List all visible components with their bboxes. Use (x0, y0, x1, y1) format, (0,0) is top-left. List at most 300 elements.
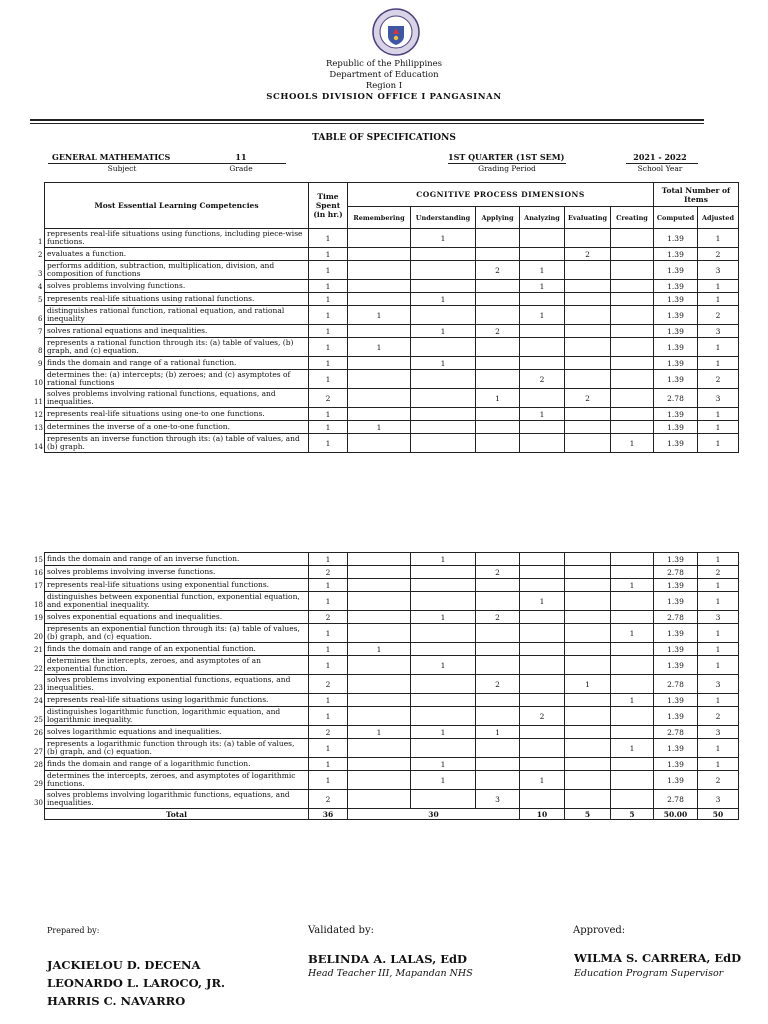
cell-understanding (411, 566, 476, 579)
cell-competency: represents real-life situations using one-to one functions. (45, 408, 309, 421)
cell-evaluating (565, 421, 611, 434)
cell-computed: 1.39 (654, 280, 698, 293)
cell-time: 1 (309, 553, 348, 566)
cell-understanding: 1 (411, 553, 476, 566)
cell-remembering (348, 389, 411, 408)
cell-computed: 1.39 (654, 707, 698, 726)
table-row (45, 592, 739, 611)
table-row (45, 408, 739, 421)
cell-evaluating (565, 624, 611, 643)
cell-understanding: 1 (411, 229, 476, 248)
cell-competency: finds the domain and range of an inverse function. (45, 553, 309, 566)
cell-understanding (411, 306, 476, 325)
table-row (45, 325, 739, 338)
cell-competency: solves rational equations and inequalities. (45, 325, 309, 338)
cell-creating: 1 (611, 739, 654, 758)
cell-competency: distinguishes rational function, rational equation, and rational inequality (45, 306, 309, 325)
validated-title: Head Teacher III, Mapandan NHS (308, 968, 473, 979)
row-number: 21 (34, 645, 43, 654)
table-row (45, 694, 739, 707)
cell-competency: finds the domain and range of a logarithmic function. (45, 758, 309, 771)
cell-computed: 1.39 (654, 643, 698, 656)
cell-creating (611, 771, 654, 790)
cell-adjusted: 3 (698, 325, 739, 338)
cell-computed: 1.39 (654, 370, 698, 389)
cell-adjusted: 2 (698, 306, 739, 325)
cell-competency: determines the inverse of a one-to-one function. (45, 421, 309, 434)
row-number: 23 (34, 683, 43, 692)
row-number: 30 (34, 798, 43, 807)
cell-adjusted: 1 (698, 357, 739, 370)
subject-label: Subject (107, 164, 137, 173)
cell-evaluating (565, 306, 611, 325)
cell-adjusted: 3 (698, 675, 739, 694)
tos-table-part2 (44, 552, 739, 820)
cell-adjusted: 2 (698, 771, 739, 790)
cell-time: 1 (309, 656, 348, 675)
cell-creating: 1 (611, 579, 654, 592)
row-number: 9 (38, 359, 43, 368)
header-cognitive-dimensions: COGNITIVE PROCESS DIMENSIONS (348, 183, 654, 207)
cell-understanding (411, 389, 476, 408)
cell-remembering: 1 (348, 726, 411, 739)
row-number: 2 (38, 250, 43, 259)
header-total-items: Total Number of Items (654, 183, 739, 207)
cell-competency: distinguishes logarithmic function, logarithmic equation, and logarithmic inequality. (45, 707, 309, 726)
cell-analyzing (520, 739, 565, 758)
row-number: 20 (34, 632, 43, 641)
table-row (45, 624, 739, 643)
header-adjusted: Adjusted (698, 207, 739, 229)
cell-computed: 1.39 (654, 771, 698, 790)
row-number: 16 (34, 568, 43, 577)
cell-time: 1 (309, 434, 348, 453)
header-creating: Creating (611, 207, 654, 229)
cell-creating (611, 261, 654, 280)
cell-understanding (411, 643, 476, 656)
cell-computed: 1.39 (654, 293, 698, 306)
cell-applying (476, 592, 520, 611)
cell-time: 1 (309, 758, 348, 771)
cell-analyzing (520, 293, 565, 306)
cell-creating (611, 370, 654, 389)
cell-competency: determines the intercepts, zeroes, and asymptotes of logarithmic functions. (45, 771, 309, 790)
cell-time: 1 (309, 261, 348, 280)
row-number: 19 (34, 613, 43, 622)
header-applying: Applying (476, 207, 520, 229)
cell-time: 1 (309, 229, 348, 248)
cell-applying (476, 280, 520, 293)
subject-value: GENERAL MATHEMATICS (52, 152, 171, 162)
cell-remembering (348, 771, 411, 790)
prepared-by-label: Prepared by: (47, 926, 100, 935)
row-number: 7 (38, 327, 43, 336)
cell-applying: 1 (476, 389, 520, 408)
cell-competency: determines the intercepts, zeroes, and asymptotes of an exponential function. (45, 656, 309, 675)
cell-creating (611, 306, 654, 325)
cell-adjusted: 1 (698, 293, 739, 306)
cell-adjusted: 1 (698, 694, 739, 707)
cell-time: 1 (309, 592, 348, 611)
cell-applying: 2 (476, 566, 520, 579)
cell-competency: represents a logarithmic function through its: (a) table of values, (b) graph, and (c) equation. (45, 739, 309, 758)
total-creating: 5 (611, 809, 654, 820)
cell-adjusted: 1 (698, 739, 739, 758)
total-adjusted: 50 (698, 809, 739, 820)
cell-time: 2 (309, 566, 348, 579)
cell-adjusted: 3 (698, 261, 739, 280)
cell-evaluating (565, 553, 611, 566)
cell-evaluating (565, 707, 611, 726)
cell-competency: solves problems involving functions. (45, 280, 309, 293)
cell-applying (476, 306, 520, 325)
row-number: 1 (38, 237, 43, 246)
cell-competency: represents real-life situations using logarithmic functions. (45, 694, 309, 707)
total-time: 36 (309, 809, 348, 820)
year-label: School Year (637, 164, 683, 173)
header-division: SCHOOLS DIVISION OFFICE I PANGASINAN (266, 92, 502, 102)
cell-evaluating (565, 434, 611, 453)
cell-time: 1 (309, 408, 348, 421)
cell-time: 2 (309, 389, 348, 408)
cell-remembering (348, 229, 411, 248)
cell-applying: 2 (476, 325, 520, 338)
cell-analyzing: 1 (520, 280, 565, 293)
cell-analyzing (520, 325, 565, 338)
cell-applying (476, 338, 520, 357)
cell-applying (476, 370, 520, 389)
row-number: 22 (34, 664, 43, 673)
cell-time: 1 (309, 306, 348, 325)
table-row (45, 421, 739, 434)
cell-analyzing (520, 790, 565, 809)
cell-applying (476, 408, 520, 421)
cell-creating (611, 592, 654, 611)
cell-understanding (411, 408, 476, 421)
cell-applying (476, 643, 520, 656)
cell-understanding: 1 (411, 357, 476, 370)
cell-understanding (411, 579, 476, 592)
table-row (45, 357, 739, 370)
cell-competency: represents real-life situations using functions, including piece-wise functions. (45, 229, 309, 248)
header-computed: Computed (654, 207, 698, 229)
cell-evaluating (565, 643, 611, 656)
cell-evaluating (565, 280, 611, 293)
cell-remembering (348, 611, 411, 624)
cell-competency: distinguishes between exponential function, exponential equation, and exponential inequality. (45, 592, 309, 611)
cell-understanding (411, 338, 476, 357)
cell-adjusted: 1 (698, 579, 739, 592)
cell-understanding (411, 790, 476, 809)
cell-computed: 1.39 (654, 694, 698, 707)
table-row (45, 726, 739, 739)
cell-applying (476, 624, 520, 643)
row-number: 24 (34, 696, 43, 705)
cell-remembering (348, 553, 411, 566)
cell-remembering (348, 579, 411, 592)
cell-computed: 1.39 (654, 656, 698, 675)
cell-remembering: 1 (348, 421, 411, 434)
cell-time: 1 (309, 624, 348, 643)
cell-applying (476, 739, 520, 758)
total-computed: 50.00 (654, 809, 698, 820)
table-row (45, 261, 739, 280)
header-region: Region I (365, 81, 403, 91)
row-number: 28 (34, 760, 43, 769)
cell-computed: 2.78 (654, 611, 698, 624)
deped-seal-logo (372, 8, 420, 56)
table-row (45, 553, 739, 566)
cell-evaluating (565, 771, 611, 790)
row-number: 15 (34, 555, 43, 564)
header-rule-top (30, 119, 704, 121)
cell-competency: solves problems involving logarithmic functions, equations, and inequalities. (45, 790, 309, 809)
cell-applying (476, 553, 520, 566)
cell-computed: 1.39 (654, 325, 698, 338)
cell-time: 1 (309, 280, 348, 293)
cell-adjusted: 3 (698, 790, 739, 809)
cell-remembering (348, 293, 411, 306)
table-row (45, 389, 739, 408)
table-row (45, 370, 739, 389)
row-number: 29 (34, 779, 43, 788)
cell-understanding: 1 (411, 758, 476, 771)
cell-remembering (348, 357, 411, 370)
cell-remembering (348, 707, 411, 726)
cell-computed: 1.39 (654, 306, 698, 325)
cell-understanding (411, 370, 476, 389)
total-label: Total (45, 809, 309, 820)
cell-applying (476, 434, 520, 453)
cell-creating (611, 357, 654, 370)
row-number: 12 (34, 410, 43, 419)
cell-analyzing: 2 (520, 370, 565, 389)
cell-computed: 1.39 (654, 229, 698, 248)
table-row (45, 611, 739, 624)
prepared-name-1: JACKIELOU D. DECENA (47, 958, 201, 972)
cell-computed: 2.78 (654, 389, 698, 408)
table-row (45, 566, 739, 579)
cell-understanding (411, 592, 476, 611)
header-time-spent: Time Spent (in hr.) (309, 183, 348, 229)
cell-adjusted: 2 (698, 566, 739, 579)
cell-applying (476, 357, 520, 370)
cell-adjusted: 1 (698, 280, 739, 293)
cell-evaluating (565, 229, 611, 248)
cell-remembering (348, 694, 411, 707)
cell-creating (611, 707, 654, 726)
doc-title: TABLE OF SPECIFICATIONS (312, 133, 456, 143)
row-number: 27 (34, 747, 43, 756)
cell-adjusted: 1 (698, 624, 739, 643)
cell-understanding (411, 739, 476, 758)
cell-competency: represents real-life situations using rational functions. (45, 293, 309, 306)
period-value: 1ST QUARTER (1ST SEM) (448, 152, 565, 162)
row-number: 13 (34, 423, 43, 432)
cell-competency: solves problems involving exponential functions, equations, and inequalities. (45, 675, 309, 694)
table-row (45, 758, 739, 771)
total-analyzing: 10 (520, 809, 565, 820)
cell-creating (611, 566, 654, 579)
cell-competency: solves problems involving rational functions, equations, and inequalities. (45, 389, 309, 408)
cell-creating (611, 675, 654, 694)
table-row (45, 675, 739, 694)
cell-computed: 1.39 (654, 421, 698, 434)
cell-remembering (348, 370, 411, 389)
cell-computed: 1.39 (654, 408, 698, 421)
cell-understanding (411, 434, 476, 453)
cell-time: 1 (309, 248, 348, 261)
cell-evaluating: 2 (565, 389, 611, 408)
cell-adjusted: 1 (698, 758, 739, 771)
cell-remembering (348, 790, 411, 809)
cell-time: 2 (309, 790, 348, 809)
table-row (45, 280, 739, 293)
cell-creating (611, 325, 654, 338)
cell-applying (476, 421, 520, 434)
cell-evaluating: 1 (565, 675, 611, 694)
cell-competency: finds the domain and range of a rational function. (45, 357, 309, 370)
cell-analyzing: 1 (520, 261, 565, 280)
cell-analyzing: 1 (520, 771, 565, 790)
cell-remembering: 1 (348, 643, 411, 656)
cell-evaluating (565, 611, 611, 624)
cell-understanding (411, 624, 476, 643)
cell-creating (611, 726, 654, 739)
cell-applying (476, 248, 520, 261)
cell-creating: 1 (611, 434, 654, 453)
row-number: 17 (34, 581, 43, 590)
cell-applying (476, 579, 520, 592)
grade-label: Grade (229, 164, 253, 173)
cell-remembering (348, 592, 411, 611)
cell-analyzing (520, 566, 565, 579)
cell-computed: 2.78 (654, 790, 698, 809)
cell-analyzing (520, 643, 565, 656)
cell-applying: 1 (476, 726, 520, 739)
cell-creating (611, 611, 654, 624)
row-number: 4 (38, 282, 43, 291)
header-analyzing: Analyzing (520, 207, 565, 229)
cell-understanding: 1 (411, 656, 476, 675)
cell-analyzing (520, 389, 565, 408)
cell-understanding (411, 421, 476, 434)
cell-understanding (411, 675, 476, 694)
cell-computed: 2.78 (654, 675, 698, 694)
cell-computed: 1.39 (654, 434, 698, 453)
cell-remembering (348, 261, 411, 280)
table-row (45, 338, 739, 357)
header-understanding: Understanding (411, 207, 476, 229)
cell-remembering (348, 758, 411, 771)
cell-analyzing (520, 434, 565, 453)
cell-adjusted: 2 (698, 370, 739, 389)
cell-applying (476, 229, 520, 248)
cell-remembering (348, 248, 411, 261)
cell-understanding (411, 707, 476, 726)
cell-competency: solves exponential equations and inequalities. (45, 611, 309, 624)
cell-evaluating (565, 408, 611, 421)
cell-understanding (411, 261, 476, 280)
table-row (45, 643, 739, 656)
cell-adjusted: 1 (698, 338, 739, 357)
cell-understanding: 1 (411, 293, 476, 306)
row-number: 25 (34, 715, 43, 724)
cell-adjusted: 3 (698, 611, 739, 624)
cell-evaluating (565, 325, 611, 338)
table-row (45, 656, 739, 675)
cell-competency: represents a rational function through its: (a) table of values, (b) graph, and (c) equation. (45, 338, 309, 357)
cell-understanding: 1 (411, 771, 476, 790)
cell-applying: 3 (476, 790, 520, 809)
cell-computed: 1.39 (654, 579, 698, 592)
cell-adjusted: 1 (698, 408, 739, 421)
cell-analyzing (520, 726, 565, 739)
cell-understanding: 1 (411, 611, 476, 624)
cell-remembering (348, 408, 411, 421)
table-row (45, 771, 739, 790)
cell-analyzing (520, 357, 565, 370)
cell-adjusted: 1 (698, 229, 739, 248)
approved-title: Education Program Supervisor (574, 968, 724, 979)
cell-analyzing: 1 (520, 592, 565, 611)
cell-competency: performs addition, subtraction, multiplication, division, and composition of functions (45, 261, 309, 280)
table-row (45, 790, 739, 809)
cell-time: 1 (309, 357, 348, 370)
cell-computed: 1.39 (654, 624, 698, 643)
cell-remembering (348, 624, 411, 643)
cell-competency: represents real-life situations using exponential functions. (45, 579, 309, 592)
cell-creating (611, 248, 654, 261)
cell-understanding (411, 694, 476, 707)
cell-computed: 2.78 (654, 726, 698, 739)
row-number: 5 (38, 295, 43, 304)
cell-analyzing (520, 229, 565, 248)
cell-time: 1 (309, 694, 348, 707)
cell-evaluating (565, 293, 611, 306)
cell-adjusted: 2 (698, 248, 739, 261)
cell-competency: represents an inverse function through its: (a) table of values, and (b) graph. (45, 434, 309, 453)
cell-analyzing (520, 694, 565, 707)
header-competencies: Most Essential Learning Competencies (45, 183, 309, 229)
cell-remembering (348, 434, 411, 453)
row-number: 8 (38, 346, 43, 355)
cell-creating (611, 758, 654, 771)
cell-evaluating (565, 261, 611, 280)
cell-computed: 1.39 (654, 553, 698, 566)
cell-evaluating (565, 338, 611, 357)
cell-applying (476, 771, 520, 790)
cell-remembering (348, 280, 411, 293)
validated-name: BELINDA A. LALAS, EdD (308, 952, 467, 966)
total-und-app: 30 (348, 809, 520, 820)
cell-evaluating (565, 739, 611, 758)
cell-time: 1 (309, 707, 348, 726)
cell-applying (476, 758, 520, 771)
cell-time: 1 (309, 771, 348, 790)
cell-time: 1 (309, 370, 348, 389)
cell-time: 1 (309, 421, 348, 434)
cell-computed: 1.39 (654, 758, 698, 771)
cell-time: 1 (309, 293, 348, 306)
cell-evaluating (565, 790, 611, 809)
cell-analyzing (520, 553, 565, 566)
cell-applying (476, 656, 520, 675)
table-row (45, 293, 739, 306)
cell-adjusted: 1 (698, 553, 739, 566)
cell-understanding (411, 248, 476, 261)
cell-remembering: 1 (348, 338, 411, 357)
